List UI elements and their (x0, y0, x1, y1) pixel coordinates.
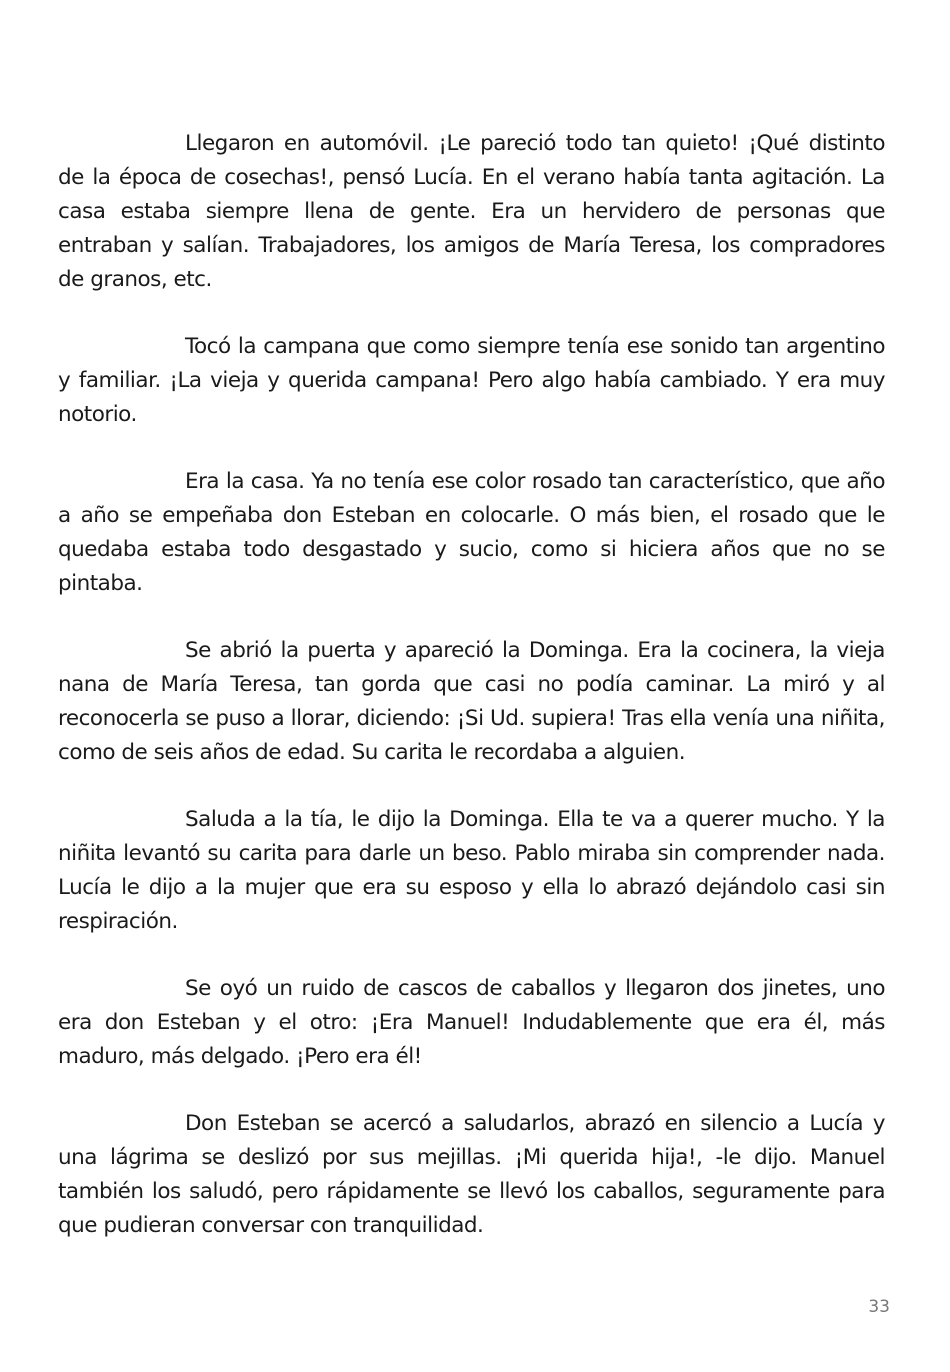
paragraph-1: Llegaron en automóvil. ¡Le pareció todo tan quieto! ¡Qué distinto de la época de cosechas!, pensó Lucía. En el verano había tanta agitación. La casa estaba siempre llena de gente. Era un hervidero de personas que entraban y salían. Trabajadores, los amigos de María Teresa, los compradores de granos, etc. (58, 131, 885, 292)
page-body (58, 127, 885, 1276)
page-number: 33 (868, 1297, 890, 1317)
paragraph-4: Se abrió la puerta y apareció la Dominga. Era la cocinera, la vieja nana de María Teresa, tan gorda que casi no podía caminar. La miró y al reconocerla se puso a llorar, diciendo: ¡Si Ud. supiera! Tras ella venía una niñita, como de seis años de edad. Su carita le recordaba a alguien. (58, 638, 885, 765)
paragraph-2: Tocó la campana que como siempre tenía ese sonido tan argentino y familiar. ¡La vieja y querida campana! Pero algo había cambiado. Y era muy notorio. (58, 334, 885, 427)
paragraph-5: Saluda a la tía, le dijo la Dominga. Ella te va a querer mucho. Y la niñita levantó su carita para darle un beso. Pablo miraba sin comprender nada. Lucía le dijo a la mujer que era su esposo y ella lo abrazó dejándolo casi sin respiración. (58, 807, 885, 934)
paragraph-3: Era la casa. Ya no tenía ese color rosado tan característico, que año a año se empeñaba don Esteban en colocarle. O más bien, el rosado que le quedaba estaba todo desgastado y sucio, como si hiciera años que no se pintaba. (58, 469, 885, 596)
paragraph-7: Don Esteban se acercó a saludarlos, abrazó en silencio a Lucía y una lágrima se deslizó por sus mejillas. ¡Mi querida hija!, -le dijo. Manuel también los saludó, pero rápidamente se llevó los caballos, seguramente para que pudieran conversar con tranquilidad. (58, 1111, 885, 1238)
paragraph-6: Se oyó un ruido de cascos de caballos y llegaron dos jinetes, uno era don Esteban y el otro: ¡Era Manuel! Indudablemente que era él, más maduro, más delgado. ¡Pero era él! (58, 976, 885, 1069)
